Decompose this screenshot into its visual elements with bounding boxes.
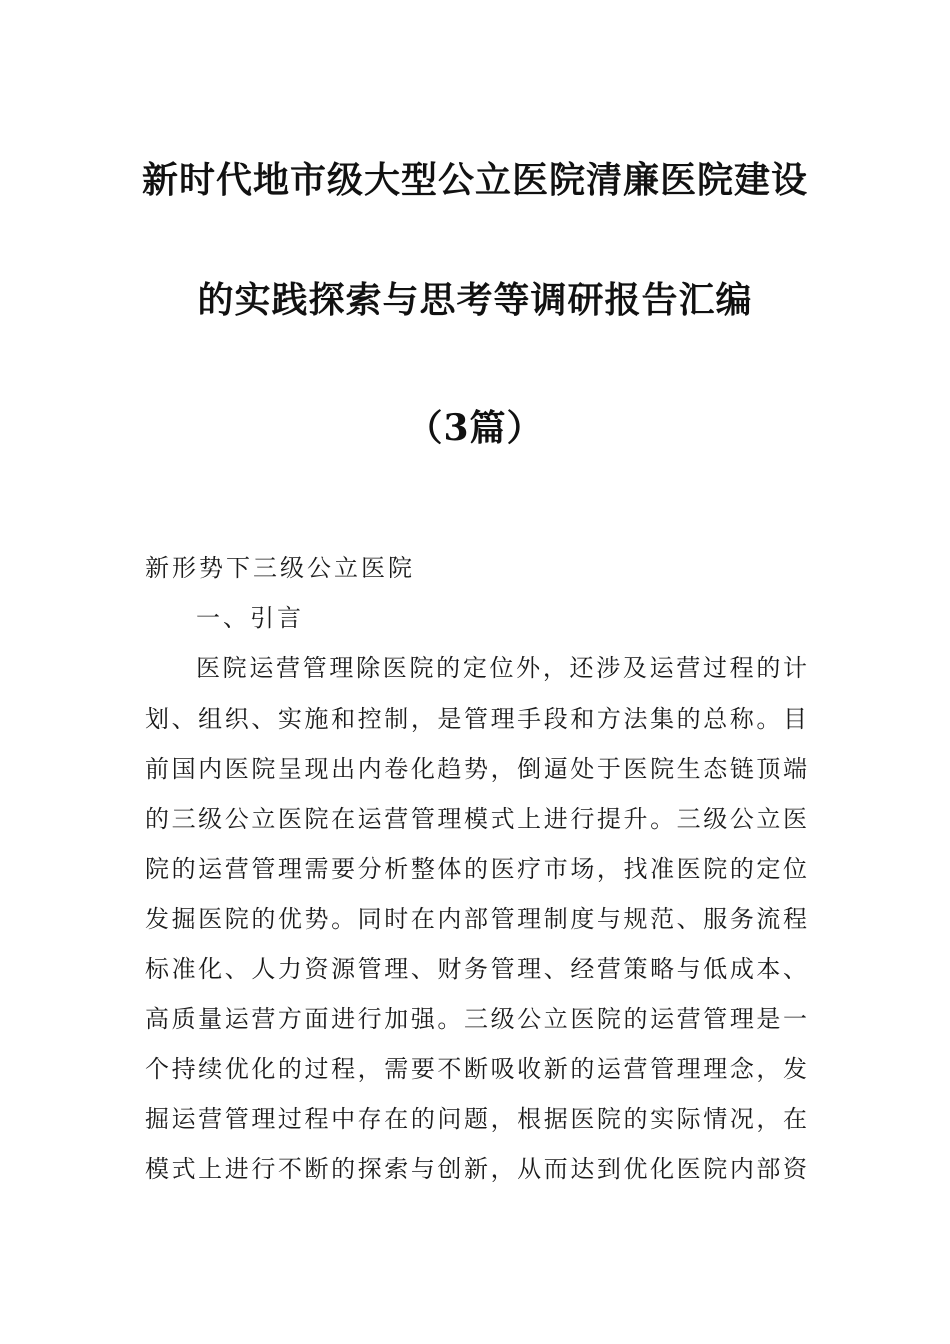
paragraph-line: 模式上进行不断的探索与创新，从而达到优化医院内部资 <box>145 1155 807 1183</box>
paragraph-line: 医院运营管理除医院的定位外，还涉及运营过程的计 <box>196 654 807 682</box>
paragraph-line: 院的运营管理需要分析整体的医疗市场，找准医院的定位 <box>145 855 807 883</box>
paragraph-line: 掘运营管理过程中存在的问题，根据医院的实际情况，在 <box>145 1105 807 1133</box>
paragraph-line: 的三级公立医院在运营管理模式上进行提升。三级公立医 <box>145 805 807 833</box>
document-title-line-2: 的实践探索与思考等调研报告汇编 <box>197 279 753 321</box>
document-title-line-3: （3篇） <box>406 407 544 449</box>
paragraph-line: 标准化、人力资源管理、财务管理、经营策略与低成本、 <box>145 955 807 983</box>
paragraph-line: 划、组织、实施和控制，是管理手段和方法集的总称。目 <box>145 705 807 733</box>
document-title-line-1: 新时代地市级大型公立医院清廉医院建设 <box>141 159 808 201</box>
paragraph-line: 个持续优化的过程，需要不断吸收新的运营管理理念，发 <box>145 1055 807 1083</box>
document-subtitle: 新形势下三级公立医院 <box>145 554 415 582</box>
paragraph-line: 高质量运营方面进行加强。三级公立医院的运营管理是一 <box>145 1005 807 1033</box>
section-heading: 一、引言 <box>196 604 304 632</box>
paragraph-line: 前国内医院呈现出内卷化趋势，倒逼处于医院生态链顶端 <box>145 755 807 783</box>
paragraph-line: 发掘医院的优势。同时在内部管理制度与规范、服务流程 <box>145 905 807 933</box>
